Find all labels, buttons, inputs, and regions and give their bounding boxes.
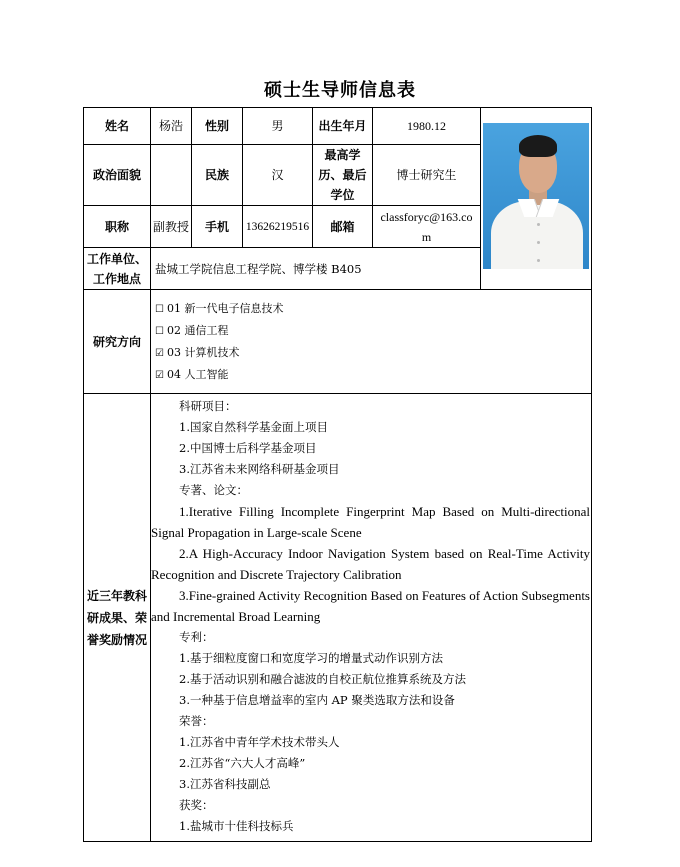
email-label: 邮箱 [313,206,373,248]
project-item: 2.中国博士后科学基金项目 [179,441,317,455]
work-value: 盐城工学院信息工程学院、博学楼 B405 [151,248,481,290]
info-table [83,107,592,842]
degree-label: 最高学历、最后学位 [313,145,373,206]
gender-label: 性别 [192,108,243,145]
page-title: 硕士生导师信息表 [264,80,416,101]
title-value: 副教授 [151,206,192,248]
research-list [151,290,592,394]
research-item: ☑ 03 计算机技术 [155,342,591,364]
checked-checkbox-icon: ☑ [155,369,164,381]
checkbox-icon: ☐ [155,325,164,337]
name-label: 姓名 [84,108,151,145]
research-item: ☐ 02 通信工程 [155,320,591,342]
degree-value: 博士研究生 [373,145,481,206]
birth-label: 出生年月 [313,108,373,145]
email-value: classforyc@163.com [373,206,481,248]
honor-item: 1.江苏省中青年学术技术带头人 [179,735,340,749]
photo-cell [481,108,592,290]
research-item: ☑ 04 人工智能 [155,364,591,386]
phone-value: 13626219516 [243,206,313,248]
patent-item: 2.基于活动识别和融合滤波的自校正航位推算系统及方法 [179,672,466,686]
checked-checkbox-icon: ☑ [155,347,164,359]
paper-item: 3.Fine-grained Activity Recognition Based on Features of Action Subsegments and Incremental Broad Learning [151,588,590,624]
projects-heading: 科研项目： [179,399,237,413]
honor-item: 3.江苏省科技副总 [179,777,271,791]
ethnicity-value: 汉 [243,145,313,206]
project-item: 1.国家自然科学基金面上项目 [179,420,328,434]
achievements-content [151,394,592,842]
patents-heading: 专利： [179,630,214,644]
name-value: 杨浩 [151,108,192,145]
honors-heading: 荣誉： [179,714,214,728]
paper-item: 2.A High-Accuracy Indoor Navigation System based on Real-Time Activity Recognition and Discrete Trajectory Calibration [151,546,590,582]
portrait-photo [483,123,589,269]
patent-item: 3.一种基于信息增益率的室内 AP 聚类选取方法和设备 [179,693,455,707]
paper-item: 1.Iterative Filling Incomplete Fingerprint Map Based on Multi-directional Signal Propagation in Large-scale Scene [151,504,590,540]
title-label: 职称 [84,206,151,248]
politics-value [151,145,192,206]
checkbox-icon: ☐ [155,303,164,315]
achievements-label: 近三年教科研成果、荣誉奖励情况 [84,394,151,842]
phone-label: 手机 [192,206,243,248]
birth-value: 1980.12 [373,108,481,145]
papers-heading: 专著、论文： [179,483,248,497]
project-item: 3.江苏省未来网络科研基金项目 [179,462,340,476]
honor-item: 2.江苏省“六大人才高峰” [179,756,306,770]
award-item: 1.盐城市十佳科技标兵 [179,819,294,833]
research-label: 研究方向 [84,290,151,394]
ethnicity-label: 民族 [192,145,243,206]
politics-label: 政治面貌 [84,145,151,206]
work-label: 工作单位、工作地点 [84,248,151,290]
gender-value: 男 [243,108,313,145]
patent-item: 1.基于细粒度窗口和宽度学习的增量式动作识别方法 [179,651,443,665]
awards-heading: 获奖： [179,798,214,812]
research-item: ☐ 01 新一代电子信息技术 [155,298,591,320]
